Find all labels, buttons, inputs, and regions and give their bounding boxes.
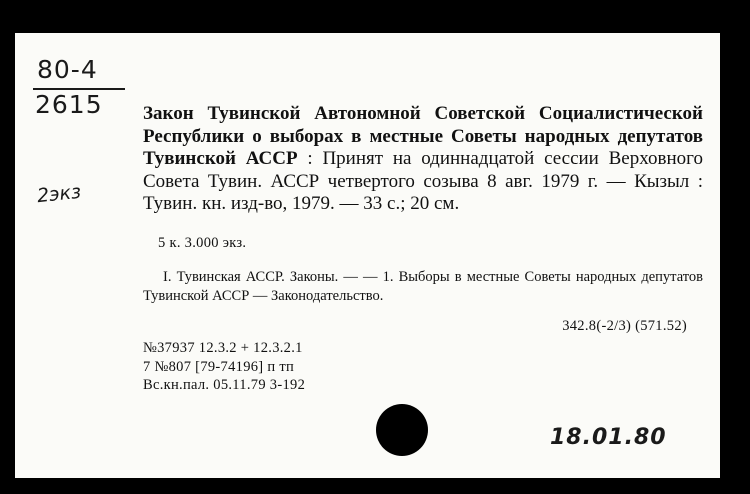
catalog-card bbox=[15, 33, 720, 478]
handwritten-date: 18.01.80 bbox=[550, 425, 667, 450]
call-number-top: 80-4 bbox=[37, 55, 98, 84]
bibliographic-description bbox=[143, 103, 703, 216]
printing-info-line-1: №37937 12.3.2 + 12.3.2.1 bbox=[143, 340, 303, 356]
copies-note: 2экз bbox=[35, 180, 83, 208]
subject-tracings: I. Тувинская АССР. Законы. — — 1. Выборы в местные Советы народных депутатов Тувинской АССР — Законодательство. bbox=[143, 269, 703, 304]
printing-info bbox=[143, 339, 305, 395]
printing-info-line-3: Вс.кн.пал. 05.11.79 3-192 bbox=[143, 377, 306, 393]
price-and-print-run: 5 к. 3.000 экз. bbox=[158, 235, 247, 251]
entry-publication-details: : Принят на одиннадцатой сессии Верховного Совета Тувин. АССР четвертого созыва 8 авг. 1979 г. — Кызыл : Тувин. кн. изд-во, 1979. — 33 с.; 20 см. bbox=[143, 148, 703, 215]
printing-info-line-2: 7 №807 [79-74196] п тп bbox=[143, 358, 295, 375]
classification-number: 342.8(-2/3) (571.52) bbox=[562, 318, 687, 334]
card-punch-hole bbox=[376, 404, 428, 456]
call-number-bottom: 2615 bbox=[35, 90, 103, 119]
entry-title: Закон Тувинской Автономной Советской Социалистической Республики о выборах в местные Советы народных депутатов Тувинской АССР bbox=[143, 103, 703, 170]
